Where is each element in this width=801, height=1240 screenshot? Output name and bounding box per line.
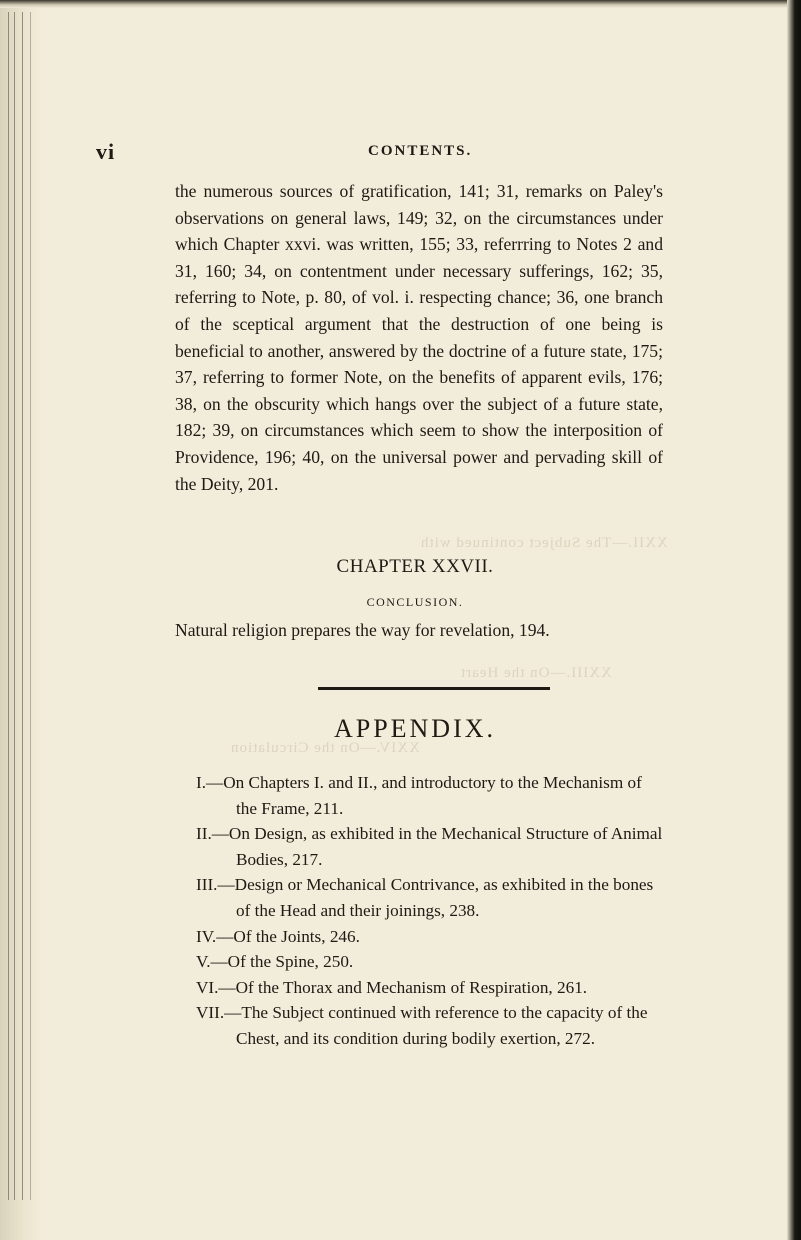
appendix-item: V.—Of the Spine, 250. (196, 952, 354, 972)
gutter-line (14, 12, 15, 1200)
bleed-through-text: XXII.—The Subject continued with (420, 535, 668, 551)
appendix-item: III.—Design or Mechanical Contrivance, as exhibited in the bones of the Head and their joinings, 238. (196, 875, 654, 920)
running-head (96, 139, 696, 169)
appendix-item: VI.—Of the Thorax and Mechanism of Respiration, 261. (196, 977, 588, 997)
bleed-through-text: XXIII.—On the Heart (460, 665, 612, 681)
chapter-summary: Natural religion prepares the way for revelation, 194. (175, 620, 550, 640)
body-paragraph: the numerous sources of gratification, 141; 31, remarks on Paley's observations on general laws, 149; 32, on the circumstances under which Chapter xxvi. was written, 155; 33, referrring to Notes 2 and 31, 160; 34, on contentment under necessary sufferings, 162; 35, referring to Note, p. 80, of vol. i. respecting chance; 36, one branch of the sceptical argument that the destruction of one being is beneficial to another, answered by the doctrine of a future state, 175; 37, referring to former Note, on the benefits of apparent evils, 176; 38, on the obscurity which hangs over the subject of a future state, 182; 39, on circumstances which seem to show the interposition of Providence, 196; 40, on the universal power and pervading skill of the Deity, 201. (175, 181, 663, 494)
appendix-item: IV.—Of the Joints, 246. (196, 926, 360, 946)
appendix-item: VII.—The Subject continued with reference to the capacity of the Chest, and its condition during bodily exertion, 272. (196, 1003, 648, 1048)
bleed-through-text: XXIV.—On the Circulation (230, 740, 420, 756)
gutter-line (30, 12, 31, 1200)
chapter-heading: CHAPTER XXVII. (336, 556, 494, 577)
running-head-title: CONTENTS. (368, 143, 473, 159)
page-number: vi (96, 139, 116, 164)
contents-body-text (175, 178, 663, 497)
page-right-edge (787, 0, 801, 1240)
section-divider (318, 687, 550, 690)
appendix-item: II.—On Design, as exhibited in the Mechanical Structure of Animal Bodies, 217. (196, 824, 663, 869)
appendix-title: APPENDIX. (333, 714, 497, 743)
page-top-edge (0, 0, 801, 8)
gutter-line (8, 12, 9, 1200)
appendix-list (196, 770, 666, 1052)
appendix-item: I.—On Chapters I. and II., and introductory to the Mechanism of the Frame, 211. (196, 773, 642, 818)
page-gutter-shadow (0, 0, 40, 1240)
chapter-subheading: CONCLUSION. (366, 595, 464, 609)
gutter-line (22, 12, 23, 1200)
